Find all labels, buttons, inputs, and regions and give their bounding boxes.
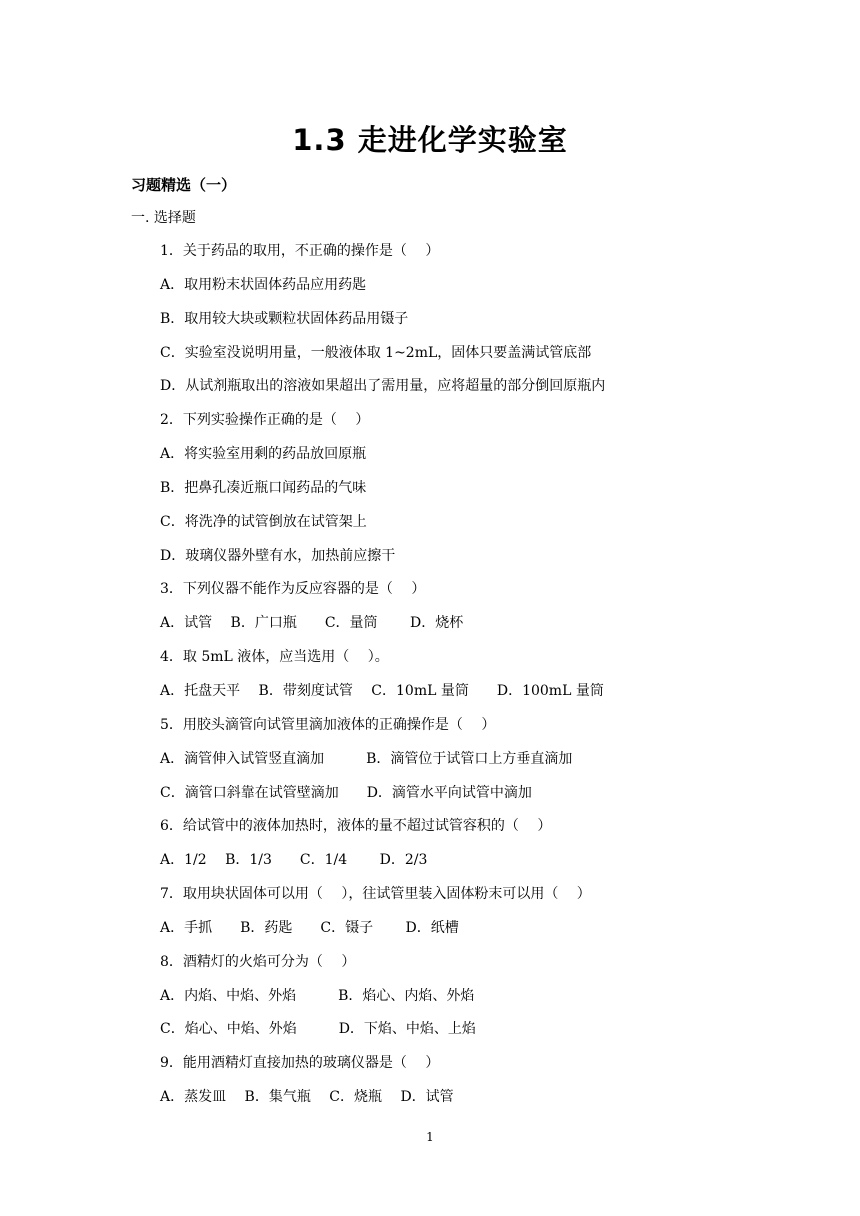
answer-options-row: C．滴管口斜靠在试管壁滴加 D．滴管水平向试管中滴加	[160, 784, 532, 801]
answer-options-row: A．1/2 B．1/3 C．1/4 D．2/3	[160, 852, 428, 869]
answer-option: B．把鼻孔凑近瓶口闻药品的气味	[160, 479, 367, 496]
page-title: 1.3 走进化学实验室	[292, 123, 568, 157]
answer-option: B．取用较大块或颗粒状固体药品用镊子	[160, 310, 409, 327]
answer-options-row: A．托盘天平 B．带刻度试管 C．10mL 量筒 D．100mL 量筒	[160, 682, 604, 699]
question-line: 1．关于药品的取用，不正确的操作是（ ）	[160, 243, 440, 259]
question-line: 3．下列仪器不能作为反应容器的是（ ）	[160, 581, 426, 598]
answer-option: C．实验室没说明用量，一般液体取 1~2mL，固体只要盖满试管底部	[160, 344, 592, 361]
question-line: 9．能用酒精灯直接加热的玻璃仪器是（ ）	[160, 1055, 440, 1072]
question-line: 8．酒精灯的火焰可分为（ ）	[160, 953, 356, 970]
section-heading: 一. 选择题	[131, 210, 196, 226]
question-line: 2．下列实验操作正确的是（ ）	[160, 412, 370, 429]
question-list	[160, 241, 800, 1121]
section-subtitle: 习题精选（一）	[131, 176, 237, 194]
question-line: 5．用胶头滴管向试管里滴加液体的正确操作是（ ）	[160, 716, 496, 733]
answer-options-row: A．手抓 B．药匙 C．镊子 D．纸槽	[160, 919, 459, 936]
answer-option: D．玻璃仪器外壁有水，加热前应擦干	[160, 547, 396, 564]
question-line: 7．取用块状固体可以用（ ），往试管里装入固体粉末可以用（ ）	[160, 886, 591, 903]
answer-options-row: A．滴管伸入试管竖直滴加 B．滴管位于试管口上方垂直滴加	[160, 750, 573, 767]
answer-option: A．取用粉末状固体药品应用药匙	[160, 276, 367, 293]
answer-option: A．将实验室用剩的药品放回原瓶	[160, 446, 367, 463]
answer-option: D．从试剂瓶取出的溶液如果超出了需用量，应将超量的部分倒回原瓶内	[160, 378, 606, 395]
answer-options-row: A．试管 B．广口瓶 C．量筒 D．烧杯	[160, 615, 464, 632]
answer-options-row: A．内焰、中焰、外焰 B．焰心、内焰、外焰	[160, 987, 475, 1004]
answer-option: C．将洗净的试管倒放在试管架上	[160, 513, 367, 530]
answer-options-row: A．蒸发皿 B．集气瓶 C．烧瓶 D．试管	[160, 1089, 454, 1106]
question-line: 4．取 5mL 液体，应当选用（ ）。	[160, 649, 389, 666]
answer-options-row: C．焰心、中焰、外焰 D．下焰、中焰、上焰	[160, 1021, 476, 1038]
question-line: 6．给试管中的液体加热时，液体的量不超过试管容积的（ ）	[160, 818, 552, 835]
page-number: 1	[426, 1130, 434, 1144]
